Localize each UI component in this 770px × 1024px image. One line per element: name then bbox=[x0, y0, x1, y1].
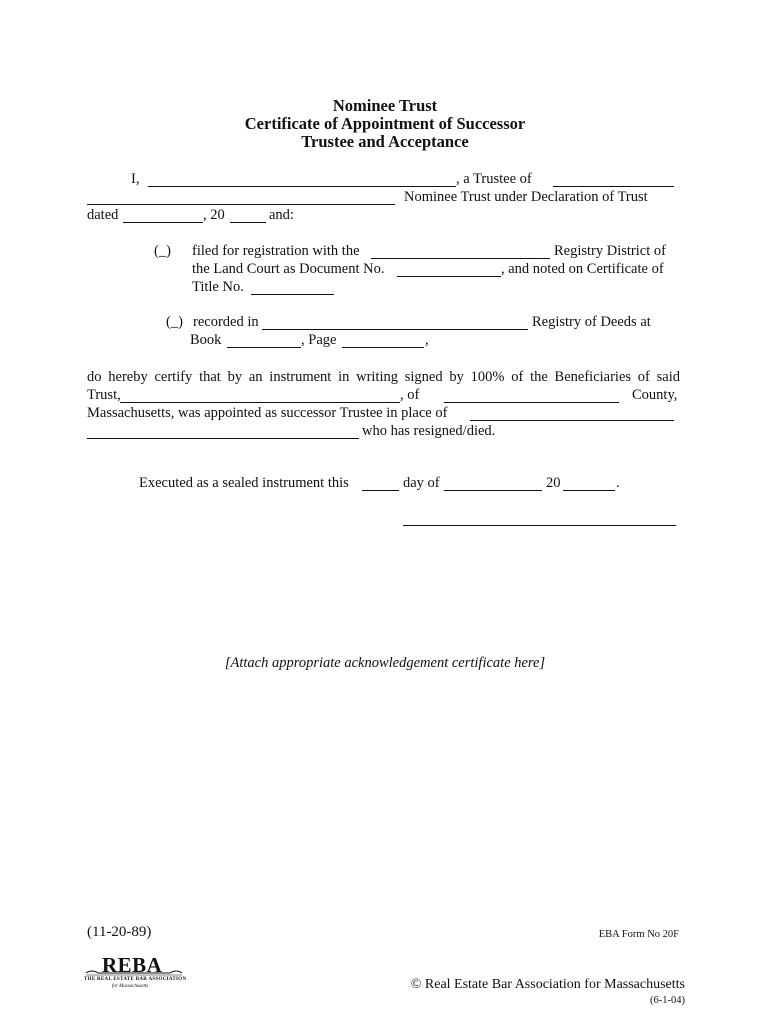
massachusetts-text: Massachusetts, was appointed as successor Trustee in place of bbox=[87, 405, 448, 421]
page-label: , Page bbox=[301, 332, 337, 348]
title-line-1: Nominee Trust bbox=[332, 96, 438, 115]
executed-year-field[interactable] bbox=[563, 490, 615, 491]
resigned-text: who has resigned/died. bbox=[362, 423, 496, 439]
signature-line[interactable] bbox=[403, 525, 676, 526]
noted-text: , and noted on Certificate of bbox=[501, 261, 664, 277]
dated-field[interactable] bbox=[123, 222, 203, 223]
executed-month-field[interactable] bbox=[444, 490, 542, 491]
reba-logo-line-1: THE REAL ESTATE BAR ASSOCIATION bbox=[84, 977, 187, 982]
title-line-3: Trustee and Acceptance bbox=[301, 132, 469, 151]
form-number: EBA Form No 20F bbox=[598, 929, 679, 940]
document-no-field[interactable] bbox=[397, 276, 501, 277]
para1-lead: I, bbox=[131, 171, 140, 187]
county-field[interactable] bbox=[444, 402, 619, 403]
executed-twenty-label: 20 bbox=[546, 475, 561, 491]
logo-scroll-icon bbox=[84, 967, 184, 977]
registry-district-field[interactable] bbox=[371, 258, 550, 259]
and-label: and: bbox=[269, 207, 294, 223]
trustee-name-field[interactable] bbox=[148, 186, 456, 187]
reba-logo bbox=[84, 953, 187, 1003]
book-label: Book bbox=[190, 332, 222, 348]
page-field[interactable] bbox=[342, 347, 424, 348]
nominee-trust-under-text: Nominee Trust under Declaration of Trust bbox=[404, 189, 648, 205]
filed-text: filed for registration with the bbox=[192, 243, 360, 259]
title-no-label: Title No. bbox=[192, 279, 244, 295]
document-title bbox=[0, 97, 770, 151]
registry-deeds-text: Registry of Deeds at bbox=[532, 314, 651, 330]
revision-date: (6-1-04) bbox=[650, 995, 685, 1006]
form-date: (11-20-89) bbox=[87, 924, 152, 940]
a-trustee-of-text: , a Trustee of bbox=[456, 171, 532, 187]
trust-name-continued-field[interactable] bbox=[87, 204, 395, 205]
beneficiary-instrument-field[interactable] bbox=[120, 402, 400, 403]
dated-label: dated bbox=[87, 207, 119, 223]
trust-name-field[interactable] bbox=[553, 186, 674, 187]
title-no-field[interactable] bbox=[251, 294, 334, 295]
registry-district-text: Registry District of bbox=[554, 243, 666, 259]
option2-checkbox[interactable]: (_) bbox=[166, 314, 183, 330]
of-label: , of bbox=[400, 387, 420, 403]
trust-label: Trust, bbox=[87, 387, 121, 403]
reba-logo-line-2: for Massachusetts bbox=[112, 984, 149, 989]
twenty-label: , 20 bbox=[203, 207, 225, 223]
successor-trustee-field[interactable] bbox=[87, 438, 359, 439]
day-of-label: day of bbox=[403, 475, 440, 491]
certify-line-1: do hereby certify that by an instrument in writing signed by 100% of the Beneficiaries of said bbox=[87, 369, 680, 385]
prior-trustee-field[interactable] bbox=[470, 420, 674, 421]
county-label: County, bbox=[632, 387, 678, 403]
registry-deeds-field[interactable] bbox=[262, 329, 528, 330]
book-field[interactable] bbox=[227, 347, 301, 348]
option1-checkbox[interactable]: (_) bbox=[154, 243, 171, 259]
land-court-text: the Land Court as Document No. bbox=[192, 261, 385, 277]
executed-text: Executed as a sealed instrument this bbox=[139, 475, 349, 491]
reba-logo-mark: REBA bbox=[102, 953, 163, 977]
recorded-in-text: recorded in bbox=[193, 314, 259, 330]
acknowledgement-instruction: [Attach appropriate acknowledgement certificate here] bbox=[224, 655, 546, 671]
copyright-notice: © Real Estate Bar Association for Massachusetts bbox=[410, 977, 685, 992]
year-field[interactable] bbox=[230, 222, 266, 223]
executed-period: . bbox=[616, 475, 620, 491]
executed-day-field[interactable] bbox=[362, 490, 399, 491]
title-line-2: Certificate of Appointment of Successor bbox=[244, 114, 526, 133]
page-comma: , bbox=[425, 332, 429, 348]
